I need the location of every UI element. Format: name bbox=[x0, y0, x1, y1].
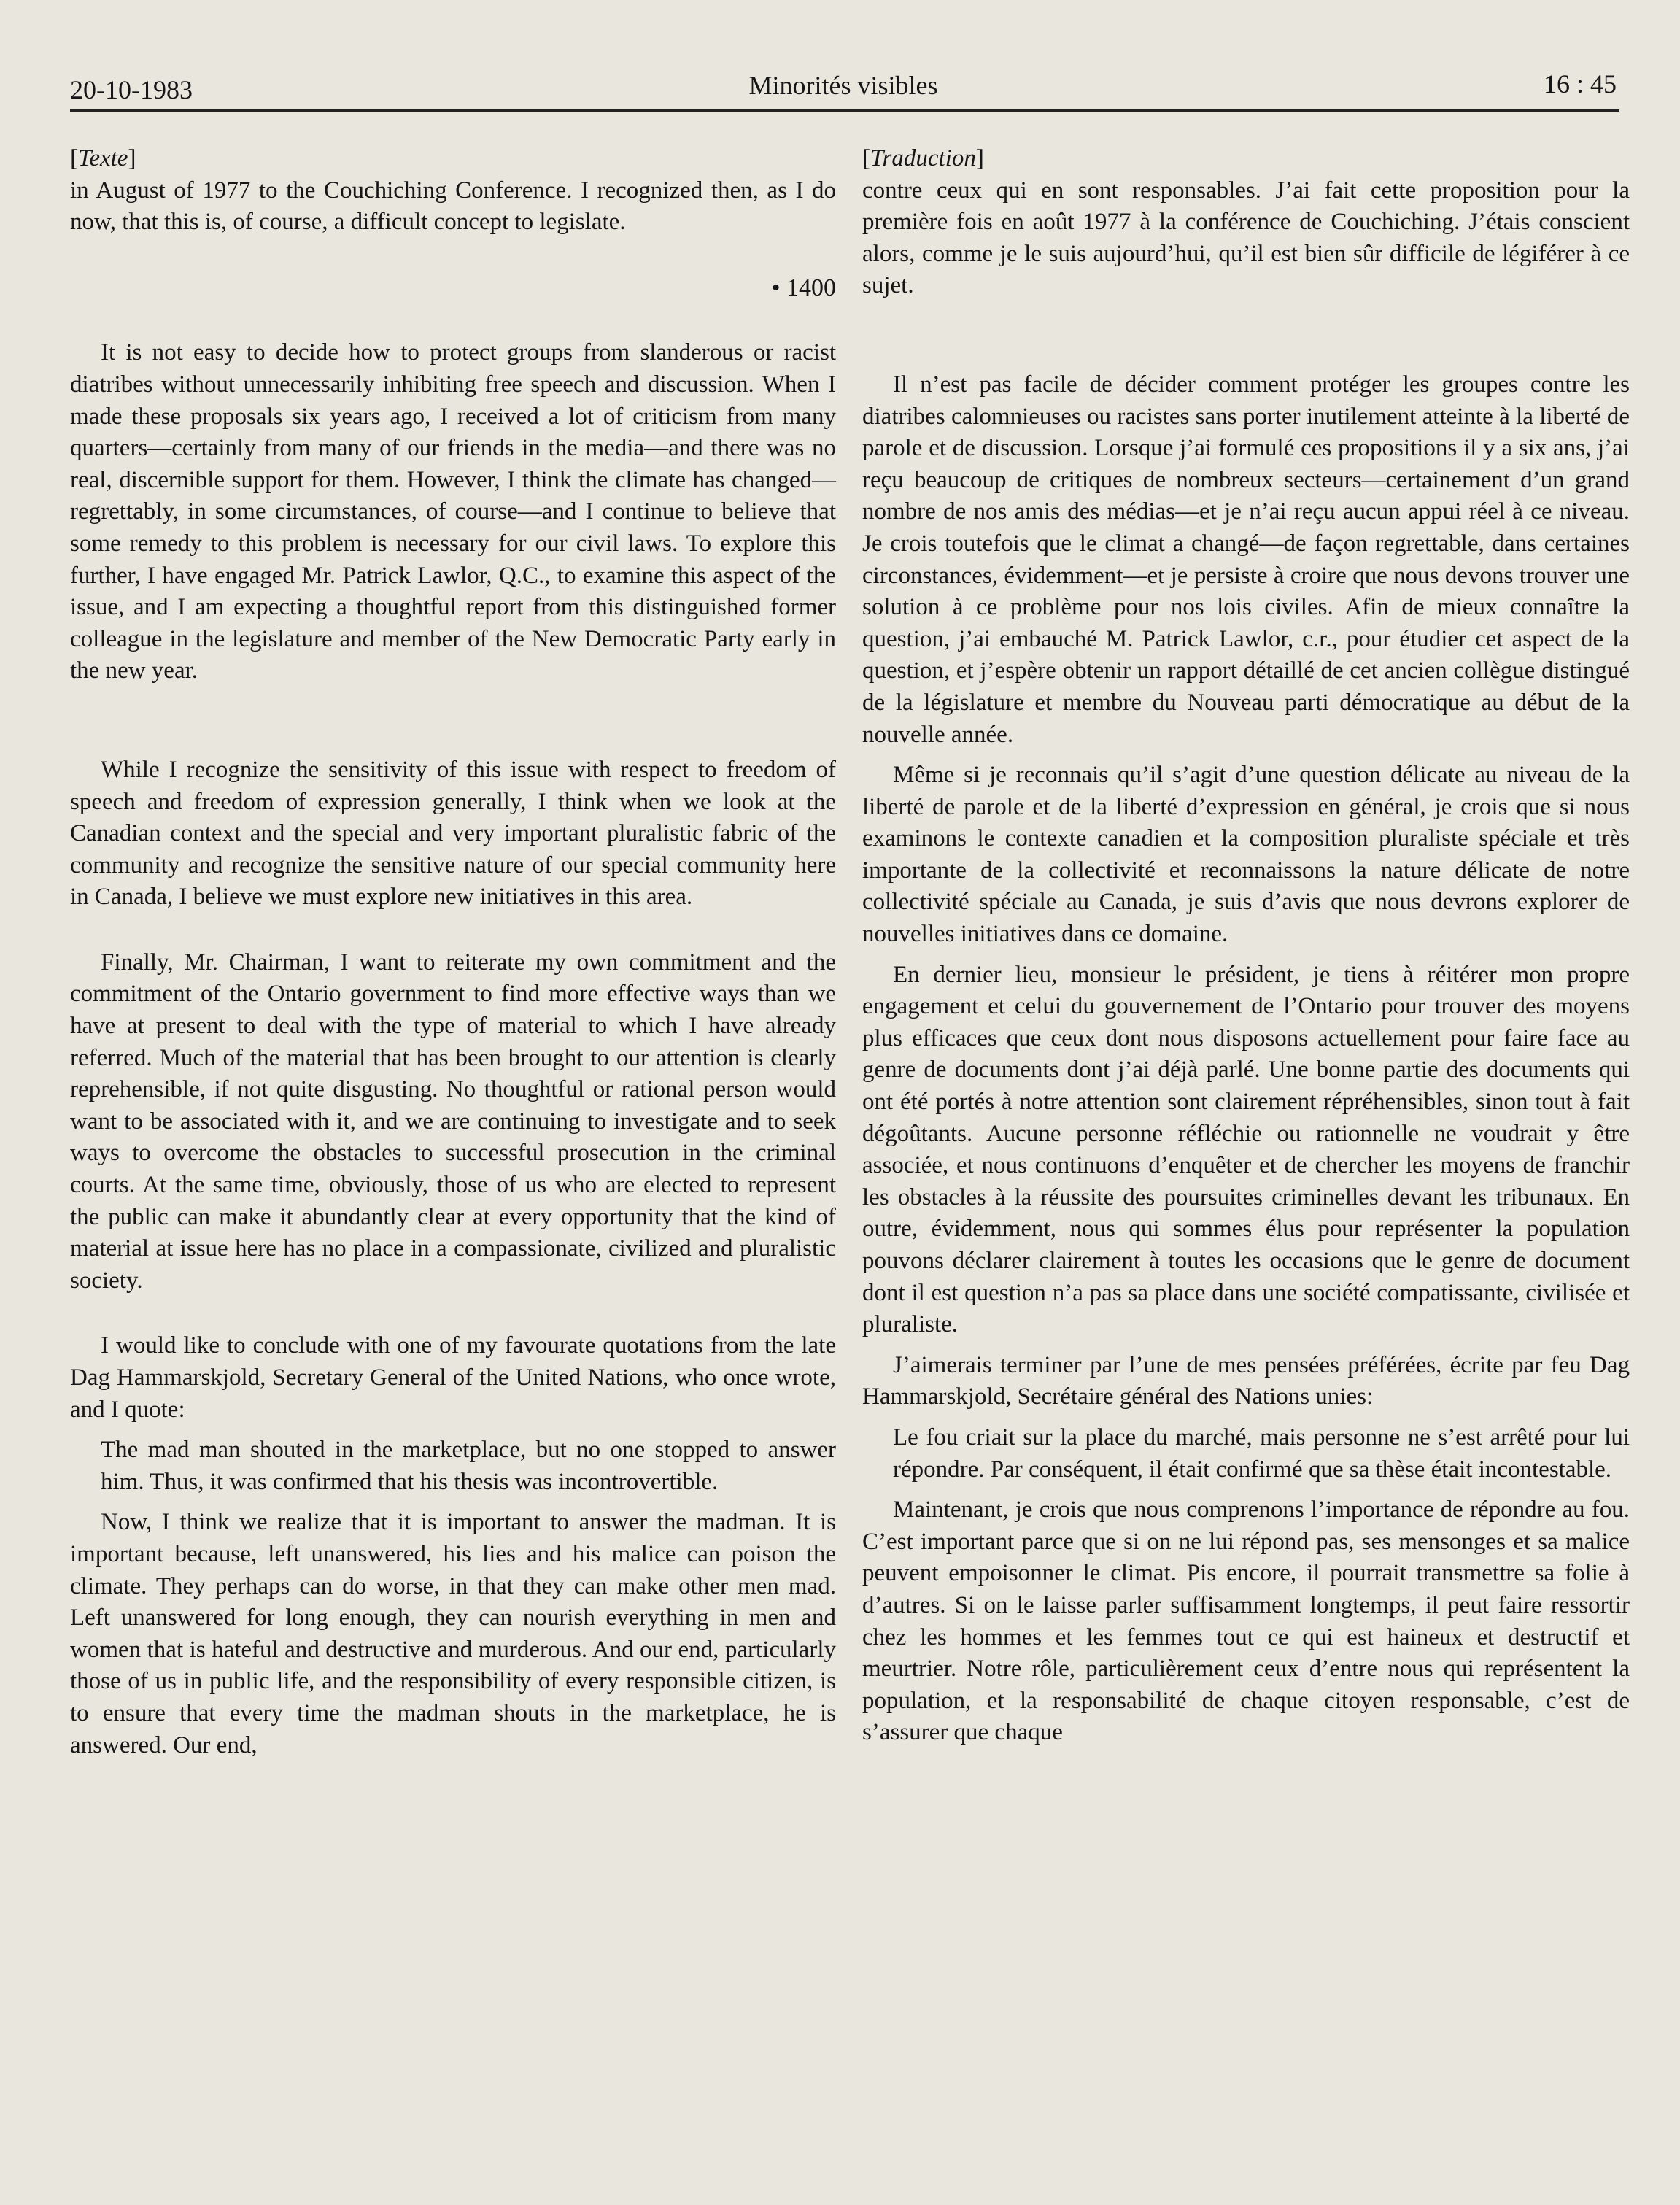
paragraph: I would like to conclude with one of my favourate quotations from the late Dag Hammarskjold, Secretary General of the United Nations, who once wrote, and I quote: bbox=[70, 1332, 836, 1423]
paragraph: in August of 1977 to the Couchiching Conference. I recognized then, as I do now, that this is, of course, a difficult concept to legislate. bbox=[70, 177, 836, 236]
paragraph: Finally, Mr. Chairman, I want to reiterate my own commitment and the commitment of the Ontario government to find more effective ways than we have at present to deal with the type of material to which I have already referred. Much of the material that has been brought to our attention is clearly reprehensible, if not quite disgusting. No thoughtful or rational person would want to be associated with it, and we are continuing to investigate and to seek ways to overcome the obstacles to successful prosecution in the criminal courts. At the same time, obviously, those of us who are elected to represent the public can make it abundantly clear at every opportunity that the kind of material at issue here has no place in a compassionate, civilized and pluralistic society. bbox=[70, 949, 836, 1294]
french-column bbox=[862, 143, 1630, 1749]
paragraph: contre ceux qui en sont responsables. J’ai fait cette proposition pour la première fois en août 1977 à la conférence de Couchiching. J’étais conscient alors, comme je le suis aujourd’hui, qu’il est bien sûr difficile de légiférer à ce sujet. bbox=[862, 177, 1630, 299]
paragraph: Maintenant, je crois que nous comprenons l’importance de répondre au fou. C’est important parce que si on ne lui répond pas, ses mensonges et sa malice peuvent empoisonner le climat. Pis encore, il pourrait transmettre sa folie à d’autres. Si on le laisse parler suffisamment longtemps, il peut faire ressortir chez les hommes et les femmes tout ce qui est haineux et destructif et meurtrier. Notre rôle, particulièrement ceux d’entre nous qui représentent la population, et la responsabilité de chaque citoyen responsable, c’est de s’assurer que chaque bbox=[862, 1497, 1630, 1746]
paragraph: While I recognize the sensitivity of this issue with respect to freedom of speech and freedom of expression generally, I think when we look at the Canadian context and the special and very important pluralistic fabric of the community and recognize the sensitive nature of our special community here in Canada, I believe we must explore new initiatives in this area. bbox=[70, 756, 836, 911]
header-rule bbox=[70, 109, 1619, 112]
time-marker: • 1400 bbox=[771, 274, 836, 301]
block-quote: The mad man shouted in the marketplace, but no one stopped to answer him. Thus, it was confirmed that his thesis was incontrovertible. bbox=[101, 1437, 836, 1495]
header-date: 20-10-1983 bbox=[70, 75, 193, 104]
header-page-number: 16 : 45 bbox=[1543, 69, 1617, 99]
english-column bbox=[70, 143, 836, 1761]
paragraph: Même si je reconnais qu’il s’agit d’une question délicate au niveau de la liberté de parole et de la liberté d’expression en général, je crois que si nous examinons le contexte canadien et la composition pluraliste spéciale et très importante de la collectivité et reconnaissons la nature délicate de notre collectivité spéciale au Canada, je suis d’avis que nous devrons explorer de nouvelles initiatives dans ce domaine. bbox=[862, 762, 1630, 948]
paragraph: Il n’est pas facile de décider comment protéger les groupes contre les diatribes calomnieuses ou racistes sans porter inutilement atteinte à la liberté de parole et de discussion. Lorsque j’ai formulé ces propositions il y a six ans, j’ai reçu beaucoup de critiques de nombreux secteurs—certainement d’un grand nombre de nos amis des médias—et je n’ai reçu aucun appui réel à ce niveau. Je crois toutefois que le climat a changé—de façon regrettable, dans certaines circonstances, évidemment—et je persiste à croire que nous devons trouver une solution à ce problème pour nos lois civiles. Afin de mieux connaître la question, j’ai embauché M. Patrick Lawlor, c.r., pour étudier cet aspect de la question, et j’espère obtenir un rapport détaillé de cet ancien collègue distingué de la législature et membre du Nouveau parti démocratique au début de la nouvelle année. bbox=[862, 371, 1630, 748]
paragraph: It is not easy to decide how to protect groups from slanderous or racist diatribes without unnecessarily inhibiting free speech and discussion. When I made these proposals six years ago, I received a lot of criticism from many quarters—certainly from many of our friends in the media—and there was no real, discernible support for them. However, I think the climate has changed—regrettably, in some circumstances, of course—and I continue to believe that some remedy to this problem is necessary for our civil laws. To explore this further, I have engaged Mr. Patrick Lawlor, Q.C., to examine this aspect of the issue, and I am expecting a thoughtful report from this distinguished former colleague in the legislature and member of the New Democratic Party early in the new year. bbox=[70, 339, 836, 684]
column-label-french: [Traduction] bbox=[862, 145, 984, 171]
header-title: Minorités visibles bbox=[748, 71, 938, 100]
paragraph: En dernier lieu, monsieur le président, je tiens à réitérer mon propre engagement et celui du gouvernement de l’Ontario pour trouver des moyens plus efficaces que ceux dont nous disposons actuellement pour faire face au genre de documents dont j’ai déjà parlé. Une bonne partie des documents qui ont été portés à notre attention sont clairement répréhensibles, sinon tout à fait dégoûtants. Aucune personne réfléchie ou rationnelle ne voudrait y être associée, et nous continuons d’enquêter et de chercher les moyens de franchir les obstacles à la réussite des poursuites criminelles devant les tribunaux. En outre, évidemment, nous qui sommes élus pour représenter la population pouvons déclarer clairement à toutes les occasions que le genre de document dont il est question n’a pas sa place dans une société compatissante, civilisée et pluraliste. bbox=[862, 961, 1630, 1338]
block-quote: Le fou criait sur la place du marché, mais personne ne s’est arrêté pour lui répondre. Par conséquent, il était confirmé que sa thèse était incontestable. bbox=[893, 1424, 1630, 1483]
page-header bbox=[70, 67, 1617, 112]
column-label-english: [Texte] bbox=[70, 145, 136, 171]
paragraph: Now, I think we realize that it is important to answer the madman. It is important because, left unanswered, his lies and his malice can poison the climate. They perhaps can do worse, in that they can make other men mad. Left unanswered for long enough, they can nourish everything in men and women that is hateful and destructive and murderous. And our end, particularly those of us in public life, and the responsibility of every responsible citizen, is to ensure that every time the madman shouts in the marketplace, he is answered. Our end, bbox=[70, 1509, 836, 1758]
paragraph: J’aimerais terminer par l’une de mes pensées préférées, écrite par feu Dag Hammarskjold, Secrétaire général des Nations unies: bbox=[862, 1351, 1630, 1410]
